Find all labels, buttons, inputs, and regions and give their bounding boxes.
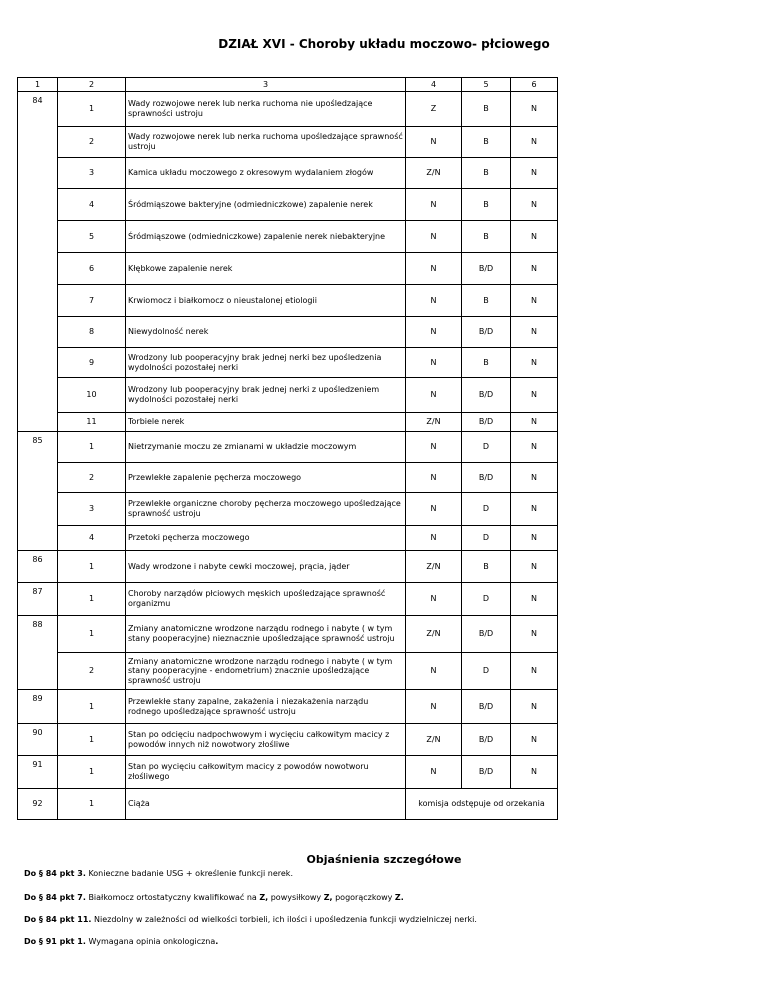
category-col6: N <box>511 583 558 616</box>
header-cell: 4 <box>406 78 462 92</box>
category-col5: B <box>462 92 511 127</box>
category-col5: B <box>462 348 511 378</box>
category-col4: Z/N <box>406 551 462 583</box>
category-col6: N <box>511 724 558 756</box>
category-col5: B/D <box>462 463 511 493</box>
table-row <box>18 463 558 493</box>
category-col5: B <box>462 221 511 253</box>
category-col5: B/D <box>462 253 511 285</box>
position-number: 2 <box>58 653 126 690</box>
note-reference: Do § 84 pkt 7. <box>24 893 86 902</box>
position-number: 7 <box>58 285 126 317</box>
table-row <box>18 378 558 413</box>
paragraph-number <box>18 317 58 348</box>
note-text: Z, <box>259 893 269 902</box>
category-col5: D <box>462 653 511 690</box>
table-row <box>18 317 558 348</box>
paragraph-number <box>18 253 58 285</box>
category-col5: B/D <box>462 756 511 789</box>
position-number: 1 <box>58 432 126 463</box>
paragraph-number: 89 <box>18 690 58 724</box>
position-number: 10 <box>58 378 126 413</box>
table-row <box>18 432 558 463</box>
header-cell: 1 <box>18 78 58 92</box>
paragraph-number <box>18 493 58 526</box>
category-col4: N <box>406 690 462 724</box>
note-text: . <box>215 937 219 946</box>
category-col4: N <box>406 127 462 158</box>
category-col6: N <box>511 127 558 158</box>
paragraph-number <box>18 526 58 551</box>
category-col4: N <box>406 756 462 789</box>
committee-note: komisja odstępuje od orzekania <box>406 789 558 820</box>
paragraph-number <box>18 127 58 158</box>
position-number: 6 <box>58 253 126 285</box>
category-col6: N <box>511 378 558 413</box>
category-col6: N <box>511 756 558 789</box>
table-row <box>18 221 558 253</box>
explanation-note <box>24 869 293 878</box>
disease-description: Krwiomocz i białkomocz o nieustalonej etiologii <box>126 285 406 317</box>
position-number: 1 <box>58 724 126 756</box>
position-number: 1 <box>58 583 126 616</box>
note-text: Z. <box>394 893 404 902</box>
paragraph-number <box>18 348 58 378</box>
table-row <box>18 158 558 189</box>
paragraph-number <box>18 413 58 432</box>
note-reference: Do § 84 pkt 11. <box>24 915 92 924</box>
note-text: Wymagana opinia onkologiczna <box>88 937 216 946</box>
disease-description: Nietrzymanie moczu ze zmianami w układzie moczowym <box>126 432 406 463</box>
paragraph-number <box>18 221 58 253</box>
note-reference: Do § 84 pkt 3. <box>24 869 86 878</box>
position-number: 2 <box>58 127 126 158</box>
disease-description: Przewlekłe stany zapalne, zakażenia i niezakażenia narządu rodnego upośledzające sprawność ustroju <box>126 690 406 724</box>
category-col4: N <box>406 285 462 317</box>
table-row <box>18 756 558 789</box>
disease-description: Śródmiąszowe (odmiedniczkowe) zapalenie nerek niebakteryjne <box>126 221 406 253</box>
category-col4: Z/N <box>406 616 462 653</box>
category-col6: N <box>511 317 558 348</box>
disease-description: Kłębkowe zapalenie nerek <box>126 253 406 285</box>
explanation-note <box>24 893 404 902</box>
paragraph-number <box>18 463 58 493</box>
explanation-note <box>24 915 477 924</box>
position-number: 1 <box>58 551 126 583</box>
table-row <box>18 285 558 317</box>
paragraph-number: 86 <box>18 551 58 583</box>
note-text: powysiłkowy <box>268 893 324 902</box>
category-col4: Z/N <box>406 158 462 189</box>
paragraph-number <box>18 189 58 221</box>
explanations-title: Objaśnienia szczegółowe <box>306 853 462 866</box>
category-col6: N <box>511 690 558 724</box>
category-col4: N <box>406 378 462 413</box>
category-col5: D <box>462 493 511 526</box>
category-col6: N <box>511 653 558 690</box>
disease-description: Zmiany anatomiczne wrodzone narządu rodnego i nabyte ( w tym stany pooperacyjne) nieznacznie upośledzające sprawność ustroju <box>126 616 406 653</box>
header-cell: 6 <box>511 78 558 92</box>
category-col4: N <box>406 432 462 463</box>
category-col6: N <box>511 493 558 526</box>
position-number: 3 <box>58 493 126 526</box>
category-col6: N <box>511 253 558 285</box>
category-col5: B <box>462 127 511 158</box>
table-row <box>18 493 558 526</box>
paragraph-number: 87 <box>18 583 58 616</box>
position-number: 1 <box>58 756 126 789</box>
table-row <box>18 526 558 551</box>
paragraph-number: 90 <box>18 724 58 756</box>
category-col5: B/D <box>462 724 511 756</box>
position-number: 2 <box>58 463 126 493</box>
table-row <box>18 551 558 583</box>
disease-description: Przewlekłe organiczne choroby pęcherza moczowego upośledzające sprawność ustroju <box>126 493 406 526</box>
note-text: Białkomocz ortostatyczny kwalifikować na <box>88 893 260 902</box>
disease-description: Stan po odcięciu nadpochwowym i wycięciu całkowitym macicy z powodów innych niż nowotwory złośliwe <box>126 724 406 756</box>
category-col4: N <box>406 221 462 253</box>
disease-description: Ciąża <box>126 789 406 820</box>
disease-description: Śródmiąszowe bakteryjne (odmiedniczkowe) zapalenie nerek <box>126 189 406 221</box>
section-title: DZIAŁ XVI - Choroby układu moczowo- płciowego <box>218 37 550 51</box>
table-row <box>18 583 558 616</box>
category-col5: B/D <box>462 378 511 413</box>
category-col4: N <box>406 526 462 551</box>
category-col4: N <box>406 317 462 348</box>
category-col5: D <box>462 432 511 463</box>
table-row <box>18 653 558 690</box>
note-text: Z, <box>323 893 333 902</box>
category-col6: N <box>511 189 558 221</box>
paragraph-number: 88 <box>18 616 58 653</box>
category-col4: N <box>406 348 462 378</box>
category-col5: B/D <box>462 690 511 724</box>
category-col5: B/D <box>462 413 511 432</box>
category-col6: N <box>511 413 558 432</box>
category-col4: N <box>406 653 462 690</box>
paragraph-number <box>18 378 58 413</box>
note-reference: Do § 91 pkt 1. <box>24 937 86 946</box>
position-number: 1 <box>58 92 126 127</box>
category-col6: N <box>511 285 558 317</box>
category-col6: N <box>511 92 558 127</box>
table-row <box>18 690 558 724</box>
category-col4: Z <box>406 92 462 127</box>
disease-description: Kamica układu moczowego z okresowym wydalaniem złogów <box>126 158 406 189</box>
category-col5: B/D <box>462 616 511 653</box>
disease-description: Przewlekłe zapalenie pęcherza moczowego <box>126 463 406 493</box>
disease-description: Wady wrodzone i nabyte cewki moczowej, prącia, jąder <box>126 551 406 583</box>
category-col4: Z/N <box>406 413 462 432</box>
disease-description: Wady rozwojowe nerek lub nerka ruchoma upośledzające sprawność ustroju <box>126 127 406 158</box>
category-col6: N <box>511 158 558 189</box>
paragraph-number: 91 <box>18 756 58 789</box>
position-number: 4 <box>58 189 126 221</box>
position-number: 1 <box>58 789 126 820</box>
category-col6: N <box>511 551 558 583</box>
disease-description: Choroby narządów płciowych męskich upośledzające sprawność organizmu <box>126 583 406 616</box>
disease-table <box>17 77 558 820</box>
table-row <box>18 724 558 756</box>
table-header-row <box>18 78 558 92</box>
table-row <box>18 616 558 653</box>
position-number: 11 <box>58 413 126 432</box>
category-col4: N <box>406 253 462 285</box>
table-row <box>18 253 558 285</box>
position-number: 4 <box>58 526 126 551</box>
paragraph-number <box>18 158 58 189</box>
header-cell: 5 <box>462 78 511 92</box>
category-col4: N <box>406 583 462 616</box>
category-col5: D <box>462 526 511 551</box>
position-number: 8 <box>58 317 126 348</box>
disease-description: Niewydolność nerek <box>126 317 406 348</box>
disease-description: Zmiany anatomiczne wrodzone narządu rodnego i nabyte ( w tym stany pooperacyjne - endometrium) znacznie upośledzające sprawność ustroju <box>126 653 406 690</box>
paragraph-number <box>18 653 58 690</box>
category-col5: B <box>462 285 511 317</box>
position-number: 9 <box>58 348 126 378</box>
note-text: pogorączkowy <box>332 893 395 902</box>
category-col5: B <box>462 189 511 221</box>
category-col6: N <box>511 526 558 551</box>
category-col5: B <box>462 551 511 583</box>
table-row <box>18 789 558 820</box>
position-number: 1 <box>58 690 126 724</box>
position-number: 5 <box>58 221 126 253</box>
category-col5: B <box>462 158 511 189</box>
disease-description: Przetoki pęcherza moczowego <box>126 526 406 551</box>
category-col6: N <box>511 348 558 378</box>
position-number: 1 <box>58 616 126 653</box>
category-col4: Z/N <box>406 724 462 756</box>
table-row <box>18 127 558 158</box>
disease-description: Wady rozwojowe nerek lub nerka ruchoma nie upośledzające sprawności ustroju <box>126 92 406 127</box>
category-col6: N <box>511 463 558 493</box>
table-row <box>18 413 558 432</box>
note-text: Niezdolny w zależności od wielkości torbieli, ich ilości i upośledzenia funkcji wydzielniczej nerki. <box>94 915 477 924</box>
paragraph-number: 92 <box>18 789 58 820</box>
category-col5: B/D <box>462 317 511 348</box>
category-col4: N <box>406 463 462 493</box>
category-col6: N <box>511 432 558 463</box>
paragraph-number <box>18 285 58 317</box>
note-text: Konieczne badanie USG + określenie funkcji nerek. <box>88 869 293 878</box>
disease-description: Stan po wycięciu całkowitym macicy z powodów nowotworu złośliwego <box>126 756 406 789</box>
paragraph-number: 84 <box>18 92 58 127</box>
table-row <box>18 189 558 221</box>
category-col4: N <box>406 493 462 526</box>
disease-description: Torbiele nerek <box>126 413 406 432</box>
category-col6: N <box>511 221 558 253</box>
category-col4: N <box>406 189 462 221</box>
category-col6: N <box>511 616 558 653</box>
header-cell: 3 <box>126 78 406 92</box>
category-col5: D <box>462 583 511 616</box>
position-number: 3 <box>58 158 126 189</box>
table-row <box>18 348 558 378</box>
disease-description: Wrodzony lub pooperacyjny brak jednej nerki z upośledzeniem wydolności pozostałej nerki <box>126 378 406 413</box>
disease-description: Wrodzony lub pooperacyjny brak jednej nerki bez upośledzenia wydolności pozostałej nerki <box>126 348 406 378</box>
explanation-note <box>24 937 218 946</box>
header-cell: 2 <box>58 78 126 92</box>
table-row <box>18 92 558 127</box>
paragraph-number: 85 <box>18 432 58 463</box>
